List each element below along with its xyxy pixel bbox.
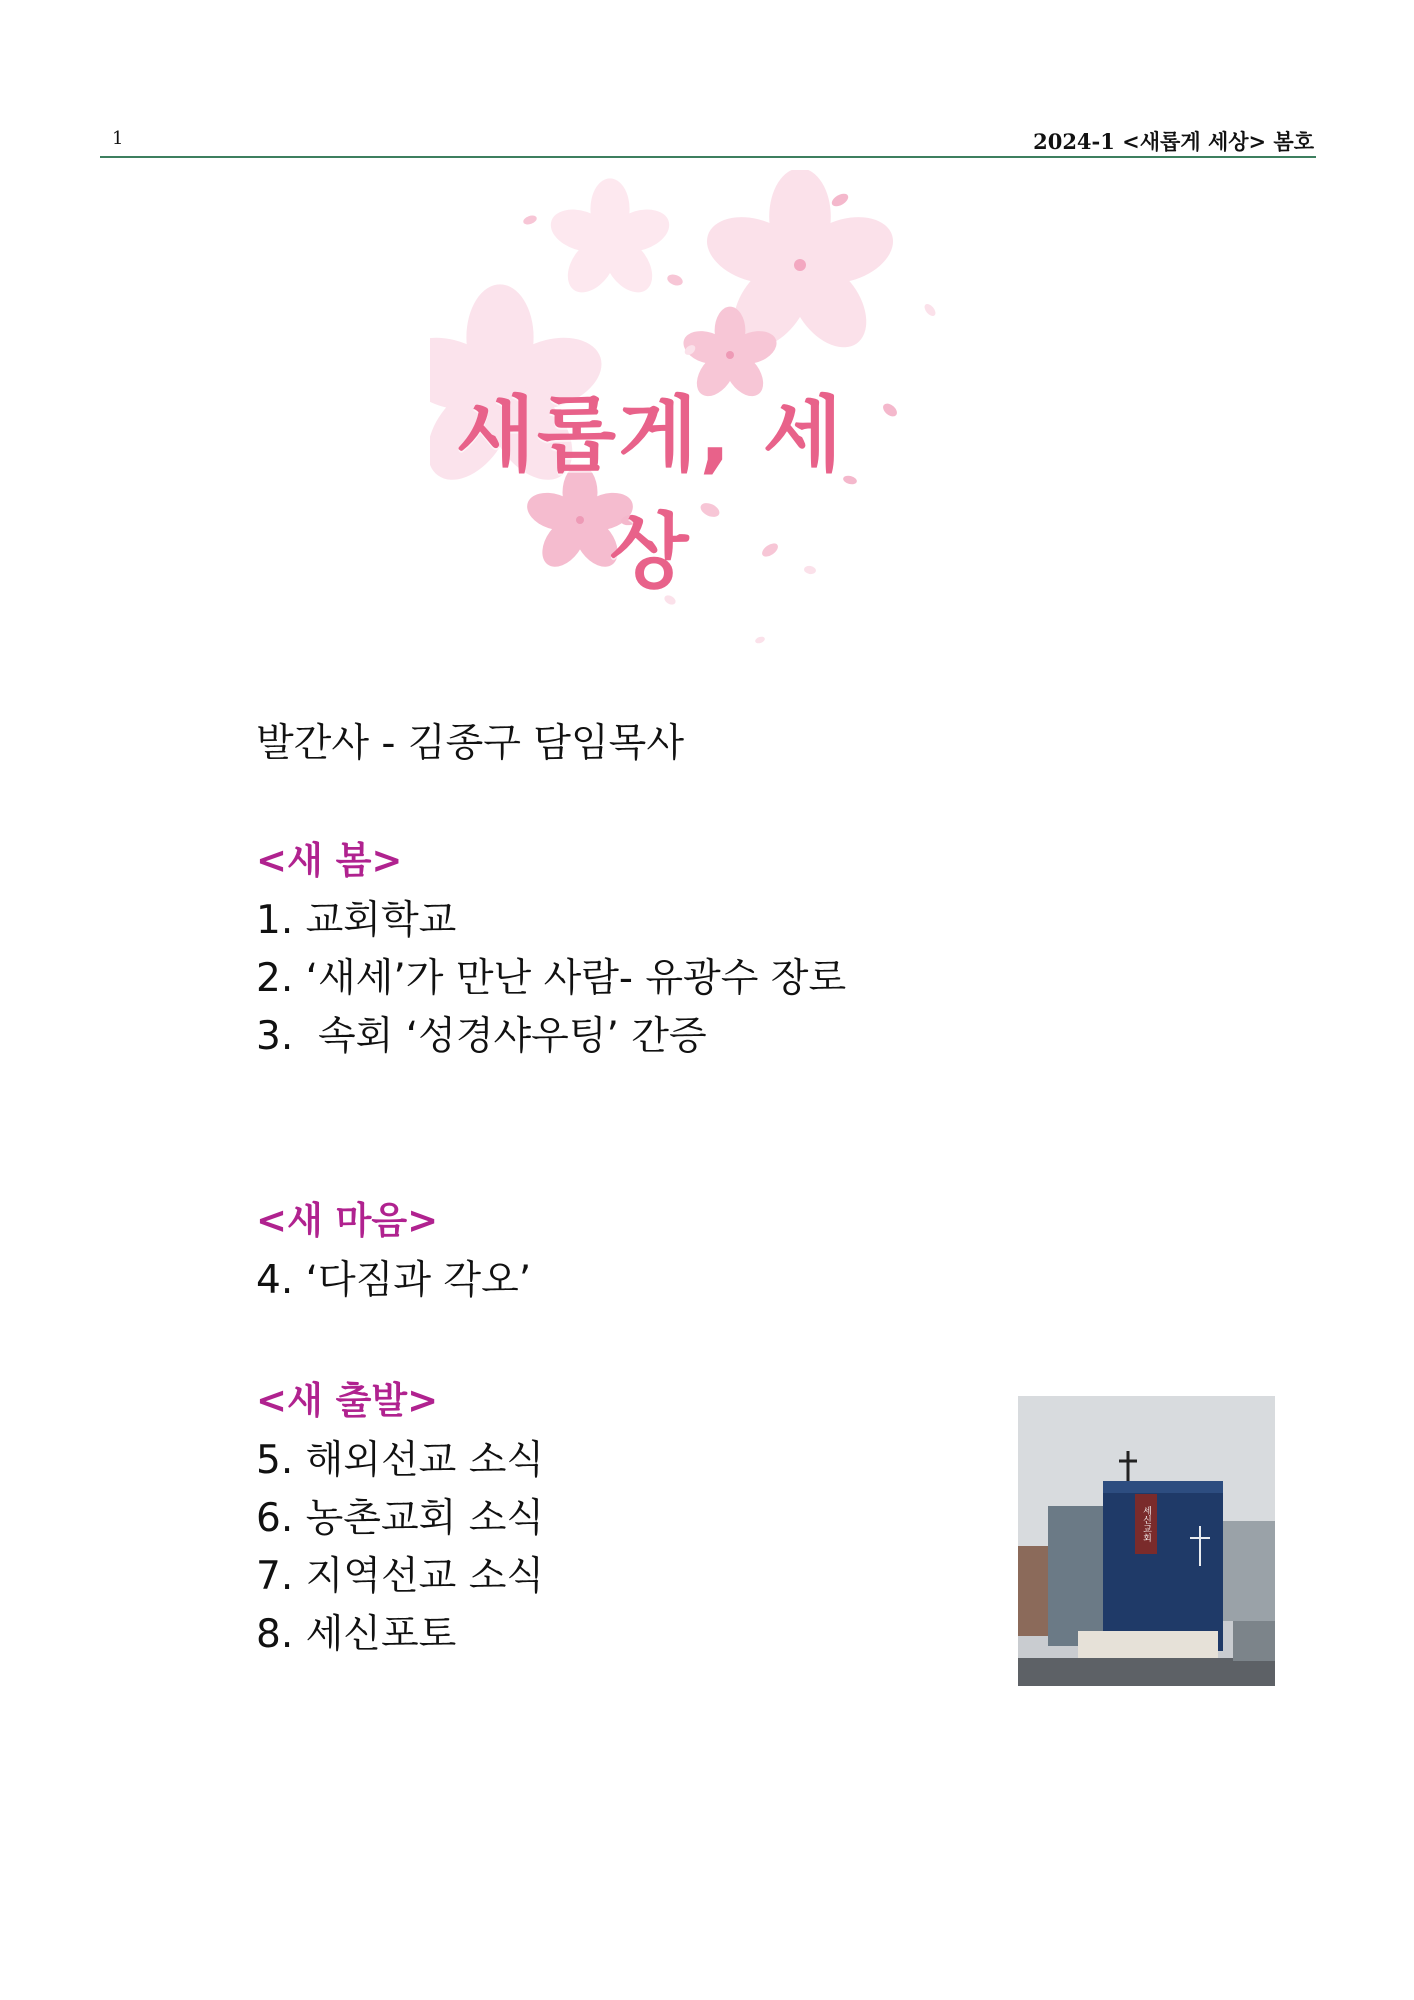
petal: [666, 273, 684, 288]
toc-item: 4. ‘다짐과 각오’: [256, 1258, 532, 1303]
blossom-flower: [545, 178, 674, 301]
toc-item: 1. 교회학교: [256, 898, 457, 943]
petal: [754, 635, 765, 644]
header-rule: [100, 156, 1316, 158]
section-heading: <새 마음>: [256, 1199, 439, 1242]
petal: [830, 191, 851, 209]
section-heading: <새 출발>: [256, 1379, 439, 1422]
page-number: 1: [112, 128, 124, 149]
petal: [922, 302, 937, 318]
toc-item: 7. 지역선교 소식: [256, 1554, 545, 1599]
blossom-center: [726, 351, 734, 359]
toc-item: 8. 세신포토: [256, 1612, 457, 1657]
toc-item: 6. 농촌교회 소식: [256, 1496, 545, 1541]
section-new-heart: [256, 1190, 531, 1310]
blossom-center: [794, 259, 806, 271]
section-new-spring: [256, 830, 846, 1066]
toc-item: 3. 속회 ‘성경샤우팅’ 간증: [256, 1014, 707, 1059]
toc-item: 2. ‘새세’가 만난 사람- 유광수 장로: [256, 956, 847, 1001]
masthead: [430, 170, 990, 670]
running-header: 2024-1 <새롭게 세상> 봄호: [1033, 129, 1314, 154]
publisher-note: 발간사 - 김종구 담임목사: [256, 721, 685, 766]
church-photo: [1018, 1396, 1275, 1686]
petal: [881, 401, 900, 419]
section-new-start: [256, 1370, 544, 1664]
section-heading: <새 봄>: [256, 839, 403, 882]
church-building-image: [1018, 1396, 1275, 1686]
masthead-title: 새롭게, 세상: [455, 388, 845, 600]
church-sign-text: 세신교회: [1141, 1506, 1151, 1542]
toc-item: 5. 해외선교 소식: [256, 1438, 545, 1483]
petal: [522, 214, 538, 226]
